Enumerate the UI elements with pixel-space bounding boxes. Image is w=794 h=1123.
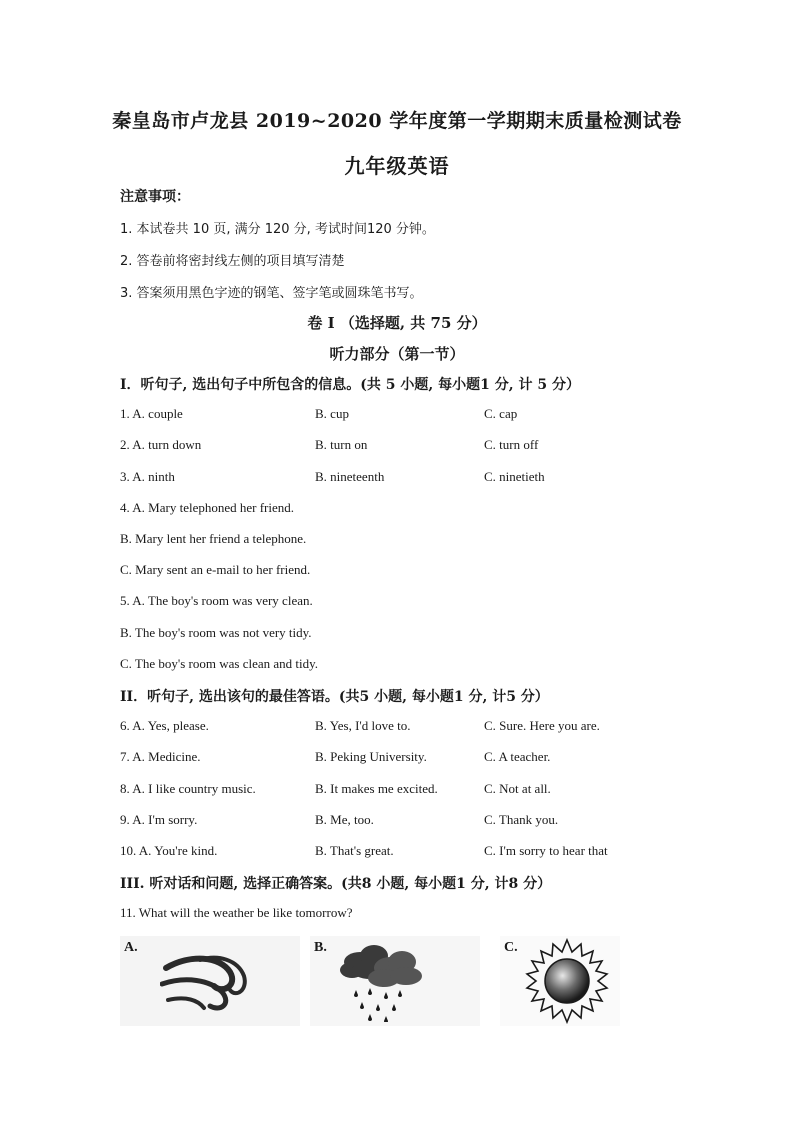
option-4a: 4. A. Mary telephoned her friend. bbox=[120, 500, 295, 515]
sun-icon bbox=[522, 936, 612, 1026]
option-7a: 7. A. Medicine. bbox=[120, 749, 201, 764]
section-2-heading: II．听句子, 选出该句的最佳答语。(共5 小题, 每小题1 分, 计5 分） bbox=[120, 689, 549, 705]
question-row-7 bbox=[120, 749, 680, 767]
option-6a: 6. A. Yes, please. bbox=[120, 718, 209, 733]
section-1-heading: I．听句子, 选出句子中所包含的信息。(共 5 小题, 每小题1 分, 计 5 分） bbox=[120, 377, 581, 393]
option-1a: 1. A. couple bbox=[120, 406, 183, 421]
option-10c: C. I'm sorry to hear that bbox=[484, 843, 608, 858]
question-row-2 bbox=[120, 437, 680, 455]
picture-option-a bbox=[120, 936, 300, 1026]
picture-label-c: C. bbox=[504, 940, 518, 955]
option-8b: B. It makes me excited. bbox=[315, 781, 438, 796]
question-row-1 bbox=[120, 406, 680, 424]
question-row-10 bbox=[120, 843, 680, 861]
option-7c: C. A teacher. bbox=[484, 749, 551, 764]
note-2: 2. 答卷前将密封线左侧的项目填写清楚 bbox=[120, 254, 345, 269]
question-11: 11. What will the weather be like tomorrow? bbox=[120, 905, 353, 920]
option-3b: B. nineteenth bbox=[315, 469, 385, 484]
option-1b: B. cup bbox=[315, 406, 349, 421]
option-9b: B. Me, too. bbox=[315, 812, 374, 827]
option-1c: C. cap bbox=[484, 406, 518, 421]
wind-icon bbox=[160, 950, 250, 1020]
option-10a: 10. A. You're kind. bbox=[120, 843, 218, 858]
option-6b: B. Yes, I'd love to. bbox=[315, 718, 411, 733]
option-5a: 5. A. The boy's room was very clean. bbox=[120, 593, 313, 608]
rain-cloud-icon bbox=[330, 942, 430, 1022]
option-8a: 8. A. I like country music. bbox=[120, 781, 256, 796]
picture-option-b bbox=[310, 936, 480, 1026]
option-9c: C. Thank you. bbox=[484, 812, 559, 827]
section-3-heading: III. 听对话和问题, 选择正确答案。(共8 小题, 每小题1 分, 计8 分） bbox=[120, 876, 552, 892]
option-4b: B. Mary lent her friend a telephone. bbox=[120, 531, 307, 546]
option-7b: B. Peking University. bbox=[315, 749, 427, 764]
volume-heading: 卷 I （选择题, 共 75 分） bbox=[307, 314, 487, 332]
question-row-9 bbox=[120, 812, 680, 830]
option-9a: 9. A. I'm sorry. bbox=[120, 812, 198, 827]
option-5b: B. The boy's room was not very tidy. bbox=[120, 625, 312, 640]
question-row-3 bbox=[120, 469, 680, 487]
option-8c: C. Not at all. bbox=[484, 781, 551, 796]
notes-heading: 注意事项： bbox=[120, 189, 190, 205]
exam-subtitle: 九年级英语 bbox=[344, 154, 450, 178]
question-row-8 bbox=[120, 781, 680, 799]
option-3a: 3. A. ninth bbox=[120, 469, 175, 484]
option-3c: C. ninetieth bbox=[484, 469, 545, 484]
option-6c: C. Sure. Here you are. bbox=[484, 718, 600, 733]
listening-heading: 听力部分（第一节） bbox=[329, 345, 465, 363]
weather-pictures bbox=[120, 936, 620, 1026]
option-5c: C. The boy's room was clean and tidy. bbox=[120, 656, 319, 671]
exam-title: 秦皇岛市卢龙县 2019~2020 学年度第一学期期末质量检测试卷 bbox=[112, 110, 682, 132]
note-3: 3. 答案须用黑色字迹的钢笔、签字笔或圆珠笔书写。 bbox=[120, 286, 423, 301]
option-4c: C. Mary sent an e-mail to her friend. bbox=[120, 562, 311, 577]
picture-label-b: B. bbox=[314, 940, 327, 955]
option-10b: B. That's great. bbox=[315, 843, 394, 858]
picture-label-a: A. bbox=[124, 940, 138, 955]
question-row-6 bbox=[120, 718, 680, 736]
option-2a: 2. A. turn down bbox=[120, 437, 202, 452]
option-2c: C. turn off bbox=[484, 437, 539, 452]
picture-option-c bbox=[500, 936, 620, 1026]
note-1: 1. 本试卷共 10 页, 满分 120 分, 考试时间120 分钟。 bbox=[120, 222, 435, 237]
option-2b: B. turn on bbox=[315, 437, 368, 452]
